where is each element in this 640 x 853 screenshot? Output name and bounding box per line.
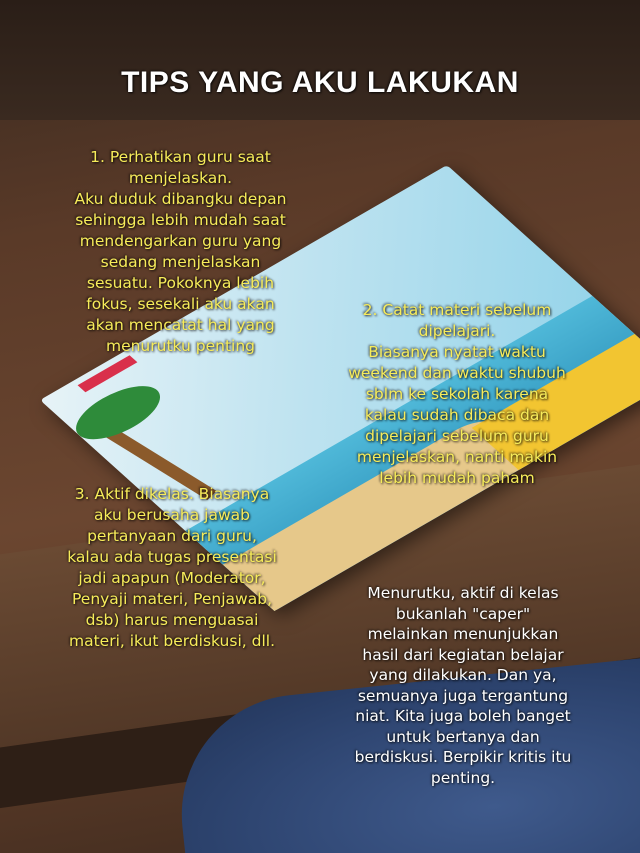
tip-1-line: menurutku penting [105,337,256,355]
tip-3-line: materi, ikut berdiskusi, dll. [68,632,275,650]
closing-line: untuk bertanya dan [386,727,540,746]
tip-2-line: Biasanya nyatat waktu [368,343,546,361]
tip-3-line: jadi apapun (Moderator, [78,569,266,587]
tip-1-line: 1. Perhatikan guru saat [90,148,271,166]
closing-line: niat. Kita juga boleh banget [355,707,571,725]
closing-line: hasil dari kegiatan belajar [362,645,564,664]
closing-line: melainkan menunjukkan [367,625,559,643]
closing-line: berdiskusi. Berpikir kritis itu [354,748,572,766]
tip-1-line: mendengarkan guru yang [79,232,282,250]
background-wall [0,0,640,120]
tip-1-line: menjelaskan. [128,169,233,187]
tip-1-text [38,147,323,357]
page-title: TIPS YANG AKU LAKUKAN [121,66,519,99]
tip-1-line: sesuatu. Pokoknya lebih [86,274,275,292]
tip-1-line: fokus, sesekali aku akan [86,295,275,313]
tip-3-text [22,484,322,652]
closing-line: Menurutku, aktif di kelas [367,584,559,602]
tip-2-line: kalau sudah dibaca dan [364,406,550,424]
closing-line: bukanlah "caper" [395,604,531,623]
tip-3-line: 3. Aktif dikelas. Biasanya [74,485,270,503]
tip-3-line: kalau ada tugas presentasi [67,548,277,566]
closing-line: semuanya juga tergantung [357,686,569,705]
tip-2-line: lebih mudah paham [379,469,535,487]
tip-2-text [312,300,602,489]
tip-1-line: Aku duduk dibangku depan [74,190,287,208]
closing-line: yang dilakukan. Dan ya, [369,666,557,684]
tip-3-line: dsb) harus menguasai [85,611,259,629]
tip-2-line: 2. Catat materi sebelum [362,301,552,319]
tip-3-line: pertanyaan dari guru, [87,527,257,545]
tip-3-line: aku berusaha jawab [94,506,250,524]
tip-2-line: dipelajari sebelum guru [365,427,549,445]
closing-line: penting. [430,768,496,787]
closing-text [318,583,608,788]
tip-2-line: weekend dan waktu shubuh [348,364,566,382]
tip-2-line: dipelajari. [418,322,496,340]
tip-1-line: sehingga lebih mudah saat [75,211,286,229]
tip-3-line: Penyaji materi, Penjawab, [71,590,272,608]
tip-2-line: sblm ke sekolah karena [365,385,549,403]
tip-2-line: menjelaskan, nanti makin [356,448,558,466]
tip-1-line: sedang menjelaskan [100,253,261,271]
tip-1-line: akan mencatat hal yang [86,316,275,334]
